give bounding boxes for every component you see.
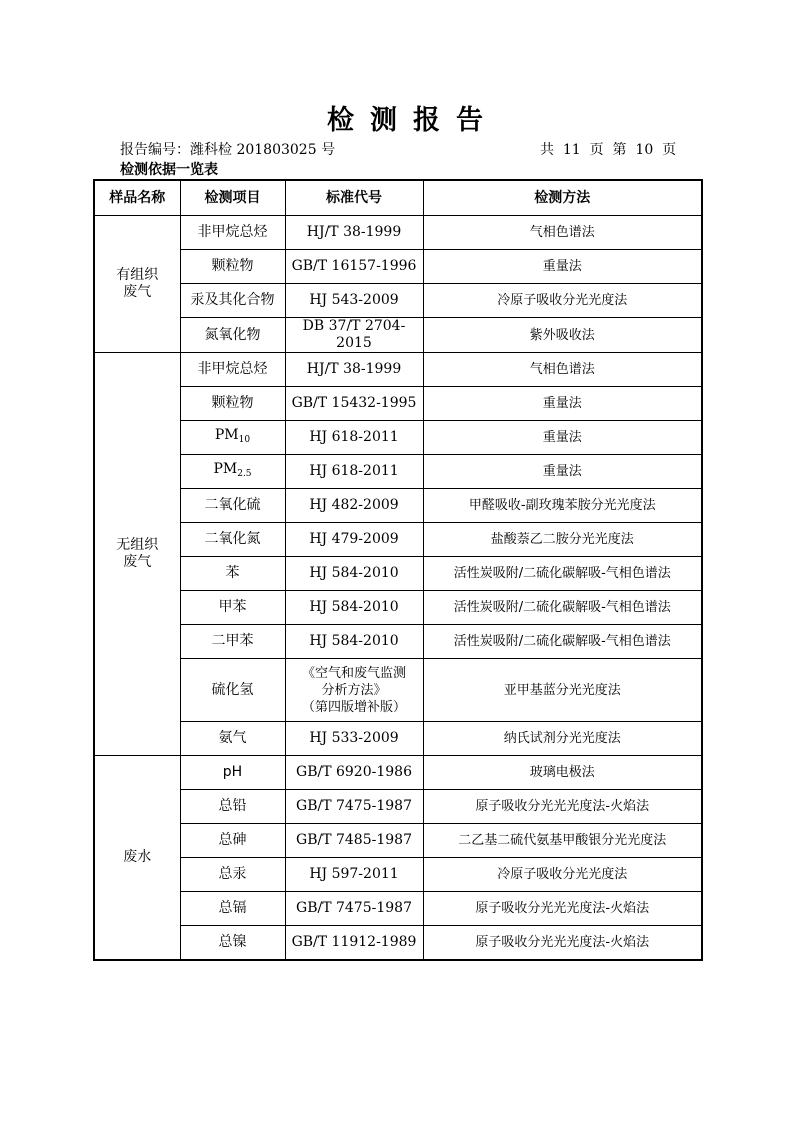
standard-code-cell: GB/T 16157-1996 xyxy=(285,250,423,284)
page-indicator: 共 11 页 第 10 页 xyxy=(540,142,677,158)
table-row xyxy=(94,216,702,250)
table-row xyxy=(94,625,702,659)
table-row xyxy=(94,284,702,318)
test-method-cell: 冷原子吸收分光光度法 xyxy=(423,858,702,892)
test-method-cell: 重量法 xyxy=(423,250,702,284)
test-method-cell: 甲醛吸收-副玫瑰苯胺分光光度法 xyxy=(423,489,702,523)
test-method-cell: 重量法 xyxy=(423,421,702,455)
table-row xyxy=(94,892,702,926)
table-row xyxy=(94,455,702,489)
standard-code-cell: GB/T 15432-1995 xyxy=(285,387,423,421)
test-method-cell: 重量法 xyxy=(423,455,702,489)
test-item-label: 甲苯 xyxy=(218,599,247,615)
table-row xyxy=(94,756,702,790)
standard-code-cell: HJ 618-2011 xyxy=(285,421,423,455)
test-item-label: 二氧化氮 xyxy=(204,531,261,547)
test-item-label: 总镍 xyxy=(218,934,247,950)
test-item-cell xyxy=(180,250,285,284)
sample-name-cell: 有组织 废气 xyxy=(94,216,180,353)
test-item-cell xyxy=(180,858,285,892)
test-item-cell xyxy=(180,625,285,659)
test-item-cell xyxy=(180,387,285,421)
test-item-cell xyxy=(180,489,285,523)
standard-code-cell: HJ/T 38-1999 xyxy=(285,216,423,250)
test-method-cell: 气相色谱法 xyxy=(423,216,702,250)
standard-code-cell: HJ 584-2010 xyxy=(285,625,423,659)
test-item-label: 总铅 xyxy=(218,798,247,814)
test-item-label: pH xyxy=(222,764,243,780)
test-method-cell: 活性炭吸附/二硫化碳解吸-气相色谱法 xyxy=(423,591,702,625)
test-item-cell xyxy=(180,318,285,353)
test-item-cell xyxy=(180,591,285,625)
header-standard-code: 标准代号 xyxy=(285,180,423,216)
standard-code-cell: HJ/T 38-1999 xyxy=(285,353,423,387)
test-method-cell: 二乙基二硫代氨基甲酸银分光光度法 xyxy=(423,824,702,858)
test-item-cell xyxy=(180,926,285,961)
standard-code-cell: HJ 584-2010 xyxy=(285,591,423,625)
page-title: 检测报告 xyxy=(327,105,499,136)
test-item-cell xyxy=(180,824,285,858)
table-row xyxy=(94,659,702,722)
standard-code-cell: GB/T 7475-1987 xyxy=(285,892,423,926)
test-item-cell xyxy=(180,722,285,756)
test-method-cell: 玻璃电极法 xyxy=(423,756,702,790)
test-method-cell: 纳氏试剂分光光度法 xyxy=(423,722,702,756)
test-method-cell: 冷原子吸收分光光度法 xyxy=(423,284,702,318)
standard-code-cell: GB/T 7475-1987 xyxy=(285,790,423,824)
standards-table xyxy=(93,179,703,961)
test-item-label: 总汞 xyxy=(218,866,247,882)
table-subtitle: 检测依据一览表 xyxy=(120,162,218,178)
test-method-cell: 气相色谱法 xyxy=(423,353,702,387)
test-item-cell xyxy=(180,557,285,591)
table-row xyxy=(94,523,702,557)
test-item-cell xyxy=(180,892,285,926)
sample-name-cell: 废水 xyxy=(94,756,180,961)
test-item-cell xyxy=(180,216,285,250)
test-item-label: 苯 xyxy=(225,565,240,581)
test-item-label: 颗粒物 xyxy=(211,395,254,411)
test-item-label: 二氧化硫 xyxy=(204,497,261,513)
table-row xyxy=(94,824,702,858)
test-method-cell: 紫外吸收法 xyxy=(423,318,702,353)
test-item-label: 氮氧化物 xyxy=(204,326,261,343)
test-method-cell: 原子吸收分光光光度法-火焰法 xyxy=(423,926,702,961)
test-item-cell xyxy=(180,353,285,387)
test-item-cell xyxy=(180,421,285,455)
table-row xyxy=(94,858,702,892)
test-method-cell: 活性炭吸附/二硫化碳解吸-气相色谱法 xyxy=(423,557,702,591)
test-method-cell: 原子吸收分光光光度法-火焰法 xyxy=(423,790,702,824)
test-item-label: PM xyxy=(214,426,239,443)
header-test-method: 检测方法 xyxy=(423,180,702,216)
standard-code-cell: HJ 533-2009 xyxy=(285,722,423,756)
table-row xyxy=(94,557,702,591)
sample-name-cell: 无组织 废气 xyxy=(94,353,180,756)
table-body xyxy=(94,216,702,961)
table-row xyxy=(94,790,702,824)
test-item-cell xyxy=(180,284,285,318)
header-test-item: 检测项目 xyxy=(180,180,285,216)
table-row xyxy=(94,353,702,387)
test-item-label: 颗粒物 xyxy=(211,258,254,274)
test-item-label: 非甲烷总烃 xyxy=(197,361,268,377)
test-method-cell: 原子吸收分光光光度法-火焰法 xyxy=(423,892,702,926)
test-item-cell xyxy=(180,659,285,722)
test-item-label: 总镉 xyxy=(218,900,247,916)
test-method-cell: 活性炭吸附/二硫化碳解吸-气相色谱法 xyxy=(423,625,702,659)
table-row xyxy=(94,318,702,353)
test-item-cell xyxy=(180,455,285,489)
test-method-cell: 盐酸萘乙二胺分光光度法 xyxy=(423,523,702,557)
table-row xyxy=(94,387,702,421)
table-row xyxy=(94,250,702,284)
standard-code-cell: HJ 482-2009 xyxy=(285,489,423,523)
standard-code-cell: HJ 597-2011 xyxy=(285,858,423,892)
test-item-label: 非甲烷总烃 xyxy=(197,224,268,240)
table-row xyxy=(94,722,702,756)
test-item-label: 汞及其化合物 xyxy=(190,292,275,308)
table-row xyxy=(94,591,702,625)
test-item-label: 硫化氢 xyxy=(211,681,254,698)
test-item-label: PM xyxy=(213,460,238,477)
test-item-cell xyxy=(180,756,285,790)
standard-code-cell: HJ 543-2009 xyxy=(285,284,423,318)
standard-code-cell: 《空气和废气监测 分析方法》 （第四版增补版） xyxy=(285,659,423,722)
test-item-subscript: 2.5 xyxy=(237,468,252,479)
standard-code-cell: GB/T 7485-1987 xyxy=(285,824,423,858)
table-row xyxy=(94,421,702,455)
test-item-label: 二甲苯 xyxy=(211,633,254,649)
report-number: 报告编号：潍科检 201803025 号 xyxy=(120,142,336,158)
standard-code-cell: GB/T 6920-1986 xyxy=(285,756,423,790)
header-sample-name: 样品名称 xyxy=(94,180,180,216)
table-header-row xyxy=(94,180,702,216)
table-row xyxy=(94,926,702,961)
standard-code-cell: GB/T 11912-1989 xyxy=(285,926,423,961)
table-row xyxy=(94,489,702,523)
standard-code-cell: HJ 618-2011 xyxy=(285,455,423,489)
test-method-cell: 亚甲基蓝分光光度法 xyxy=(423,659,702,722)
test-item-label: 总砷 xyxy=(218,832,247,848)
standard-code-cell: DB 37/T 2704-2015 xyxy=(285,318,423,353)
standard-code-cell: HJ 479-2009 xyxy=(285,523,423,557)
test-method-cell: 重量法 xyxy=(423,387,702,421)
test-item-subscript: 10 xyxy=(238,434,251,445)
test-item-cell xyxy=(180,523,285,557)
test-item-cell xyxy=(180,790,285,824)
standard-code-cell: HJ 584-2010 xyxy=(285,557,423,591)
test-item-label: 氨气 xyxy=(218,730,247,746)
